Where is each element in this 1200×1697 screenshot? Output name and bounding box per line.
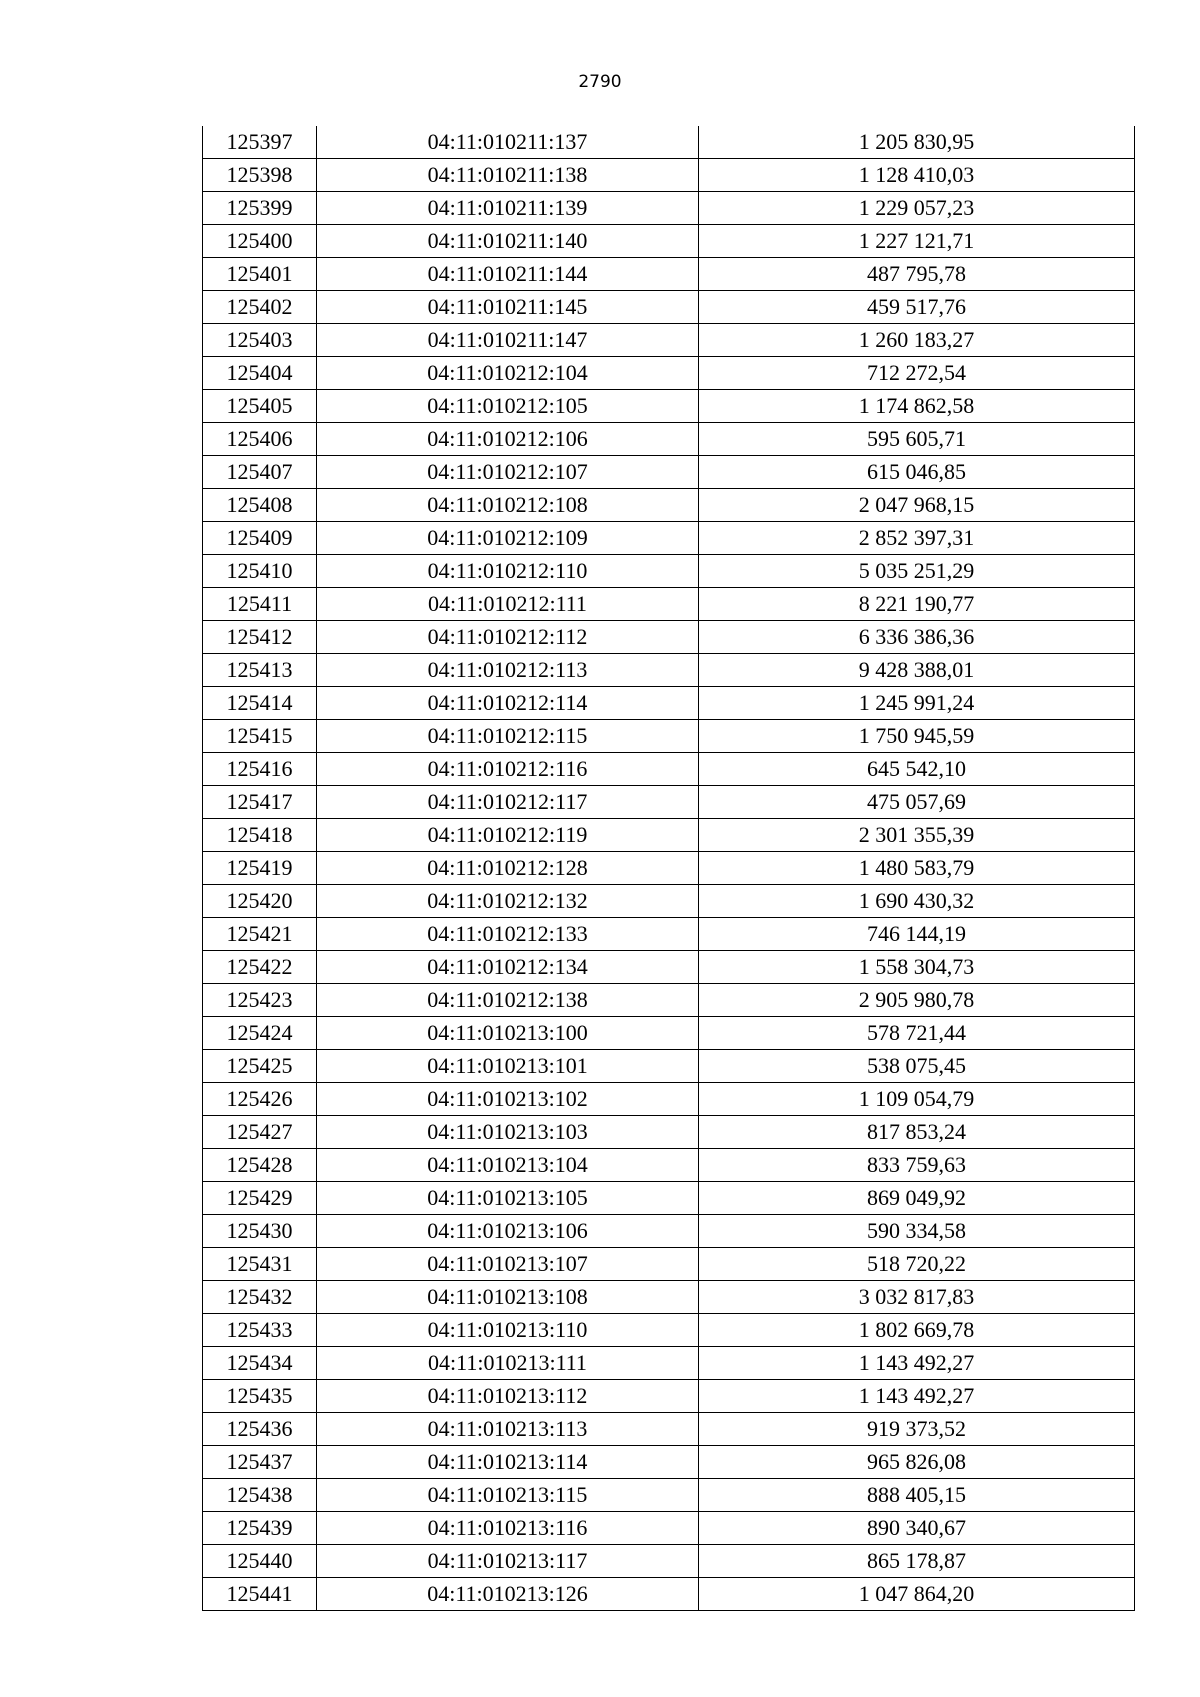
cadastral-number-cell: 04:11:010212:133 xyxy=(317,918,699,951)
row-number-cell: 125426 xyxy=(203,1083,317,1116)
cadastral-number-cell: 04:11:010213:105 xyxy=(317,1182,699,1215)
table-row xyxy=(203,456,1135,489)
cadastral-value-cell: 1 245 991,24 xyxy=(699,687,1135,720)
cadastral-number-cell: 04:11:010212:110 xyxy=(317,555,699,588)
table-row xyxy=(203,1413,1135,1446)
cadastral-number-cell: 04:11:010213:116 xyxy=(317,1512,699,1545)
cadastral-value-cell: 1 227 121,71 xyxy=(699,225,1135,258)
cadastral-value-cell: 1 480 583,79 xyxy=(699,852,1135,885)
table-row xyxy=(203,1347,1135,1380)
cadastral-value-cell: 965 826,08 xyxy=(699,1446,1135,1479)
cadastral-number-cell: 04:11:010213:103 xyxy=(317,1116,699,1149)
row-number-cell: 125425 xyxy=(203,1050,317,1083)
cadastral-value-cell: 475 057,69 xyxy=(699,786,1135,819)
table-row xyxy=(203,324,1135,357)
cadastral-value-table xyxy=(202,126,1135,1611)
cadastral-value-cell: 578 721,44 xyxy=(699,1017,1135,1050)
table-row xyxy=(203,357,1135,390)
cadastral-number-cell: 04:11:010211:140 xyxy=(317,225,699,258)
cadastral-value-cell: 1 229 057,23 xyxy=(699,192,1135,225)
cadastral-number-cell: 04:11:010211:147 xyxy=(317,324,699,357)
cadastral-value-cell: 615 046,85 xyxy=(699,456,1135,489)
row-number-cell: 125406 xyxy=(203,423,317,456)
row-number-cell: 125399 xyxy=(203,192,317,225)
cadastral-number-cell: 04:11:010213:113 xyxy=(317,1413,699,1446)
cadastral-number-cell: 04:11:010213:107 xyxy=(317,1248,699,1281)
table-row xyxy=(203,258,1135,291)
cadastral-value-cell: 888 405,15 xyxy=(699,1479,1135,1512)
row-number-cell: 125414 xyxy=(203,687,317,720)
table-row xyxy=(203,885,1135,918)
table-row xyxy=(203,819,1135,852)
row-number-cell: 125407 xyxy=(203,456,317,489)
table-row xyxy=(203,1479,1135,1512)
cadastral-number-cell: 04:11:010212:132 xyxy=(317,885,699,918)
cadastral-value-cell: 2 301 355,39 xyxy=(699,819,1135,852)
row-number-cell: 125432 xyxy=(203,1281,317,1314)
row-number-cell: 125397 xyxy=(203,126,317,159)
table-row xyxy=(203,423,1135,456)
cadastral-number-cell: 04:11:010212:113 xyxy=(317,654,699,687)
cadastral-value-cell: 2 047 968,15 xyxy=(699,489,1135,522)
table-row xyxy=(203,1512,1135,1545)
cadastral-value-cell: 1 260 183,27 xyxy=(699,324,1135,357)
row-number-cell: 125416 xyxy=(203,753,317,786)
cadastral-value-cell: 1 750 945,59 xyxy=(699,720,1135,753)
table-row xyxy=(203,1149,1135,1182)
table-row xyxy=(203,1578,1135,1611)
cadastral-value-cell: 3 032 817,83 xyxy=(699,1281,1135,1314)
table-row xyxy=(203,126,1135,159)
row-number-cell: 125402 xyxy=(203,291,317,324)
cadastral-number-cell: 04:11:010213:115 xyxy=(317,1479,699,1512)
row-number-cell: 125415 xyxy=(203,720,317,753)
row-number-cell: 125436 xyxy=(203,1413,317,1446)
table-row xyxy=(203,1281,1135,1314)
cadastral-number-cell: 04:11:010213:117 xyxy=(317,1545,699,1578)
table-row xyxy=(203,1215,1135,1248)
cadastral-number-cell: 04:11:010212:114 xyxy=(317,687,699,720)
cadastral-value-cell: 2 905 980,78 xyxy=(699,984,1135,1017)
cadastral-value-cell: 518 720,22 xyxy=(699,1248,1135,1281)
table-row xyxy=(203,1314,1135,1347)
table-row xyxy=(203,555,1135,588)
row-number-cell: 125409 xyxy=(203,522,317,555)
table-row xyxy=(203,291,1135,324)
row-number-cell: 125400 xyxy=(203,225,317,258)
table-row xyxy=(203,984,1135,1017)
cadastral-number-cell: 04:11:010212:109 xyxy=(317,522,699,555)
table-row xyxy=(203,390,1135,423)
row-number-cell: 125398 xyxy=(203,159,317,192)
row-number-cell: 125431 xyxy=(203,1248,317,1281)
cadastral-value-cell: 1 143 492,27 xyxy=(699,1380,1135,1413)
table-row xyxy=(203,720,1135,753)
cadastral-number-cell: 04:11:010211:144 xyxy=(317,258,699,291)
table-row xyxy=(203,1380,1135,1413)
cadastral-value-cell: 869 049,92 xyxy=(699,1182,1135,1215)
table-row xyxy=(203,1083,1135,1116)
table-row xyxy=(203,621,1135,654)
cadastral-value-cell: 919 373,52 xyxy=(699,1413,1135,1446)
row-number-cell: 125422 xyxy=(203,951,317,984)
cadastral-number-cell: 04:11:010212:128 xyxy=(317,852,699,885)
row-number-cell: 125438 xyxy=(203,1479,317,1512)
cadastral-number-cell: 04:11:010212:116 xyxy=(317,753,699,786)
row-number-cell: 125424 xyxy=(203,1017,317,1050)
row-number-cell: 125404 xyxy=(203,357,317,390)
cadastral-number-cell: 04:11:010213:126 xyxy=(317,1578,699,1611)
cadastral-number-cell: 04:11:010213:102 xyxy=(317,1083,699,1116)
page-number: 2790 xyxy=(578,72,622,92)
cadastral-number-cell: 04:11:010213:114 xyxy=(317,1446,699,1479)
cadastral-value-cell: 1 558 304,73 xyxy=(699,951,1135,984)
row-number-cell: 125401 xyxy=(203,258,317,291)
cadastral-number-cell: 04:11:010212:105 xyxy=(317,390,699,423)
table-row xyxy=(203,192,1135,225)
cadastral-number-cell: 04:11:010212:119 xyxy=(317,819,699,852)
cadastral-number-cell: 04:11:010212:115 xyxy=(317,720,699,753)
cadastral-value-cell: 1 174 862,58 xyxy=(699,390,1135,423)
row-number-cell: 125427 xyxy=(203,1116,317,1149)
cadastral-number-cell: 04:11:010212:112 xyxy=(317,621,699,654)
cadastral-number-cell: 04:11:010212:138 xyxy=(317,984,699,1017)
table-row xyxy=(203,1182,1135,1215)
cadastral-number-cell: 04:11:010213:110 xyxy=(317,1314,699,1347)
cadastral-number-cell: 04:11:010212:106 xyxy=(317,423,699,456)
cadastral-number-cell: 04:11:010213:111 xyxy=(317,1347,699,1380)
cadastral-value-cell: 2 852 397,31 xyxy=(699,522,1135,555)
cadastral-value-cell: 645 542,10 xyxy=(699,753,1135,786)
cadastral-value-cell: 833 759,63 xyxy=(699,1149,1135,1182)
table-row xyxy=(203,753,1135,786)
row-number-cell: 125413 xyxy=(203,654,317,687)
cadastral-value-cell: 590 334,58 xyxy=(699,1215,1135,1248)
row-number-cell: 125430 xyxy=(203,1215,317,1248)
row-number-cell: 125433 xyxy=(203,1314,317,1347)
row-number-cell: 125408 xyxy=(203,489,317,522)
cadastral-value-cell: 8 221 190,77 xyxy=(699,588,1135,621)
table-row xyxy=(203,852,1135,885)
row-number-cell: 125411 xyxy=(203,588,317,621)
table-row xyxy=(203,687,1135,720)
row-number-cell: 125418 xyxy=(203,819,317,852)
cadastral-number-cell: 04:11:010211:145 xyxy=(317,291,699,324)
cadastral-value-cell: 5 035 251,29 xyxy=(699,555,1135,588)
cadastral-number-cell: 04:11:010212:108 xyxy=(317,489,699,522)
table-row xyxy=(203,951,1135,984)
cadastral-value-cell: 865 178,87 xyxy=(699,1545,1135,1578)
cadastral-value-cell: 459 517,76 xyxy=(699,291,1135,324)
table-row xyxy=(203,1248,1135,1281)
row-number-cell: 125437 xyxy=(203,1446,317,1479)
cadastral-value-cell: 538 075,45 xyxy=(699,1050,1135,1083)
cadastral-value-cell: 890 340,67 xyxy=(699,1512,1135,1545)
cadastral-number-cell: 04:11:010213:108 xyxy=(317,1281,699,1314)
table-row xyxy=(203,1116,1135,1149)
cadastral-value-cell: 1 128 410,03 xyxy=(699,159,1135,192)
table-row xyxy=(203,918,1135,951)
table-row xyxy=(203,225,1135,258)
row-number-cell: 125410 xyxy=(203,555,317,588)
row-number-cell: 125421 xyxy=(203,918,317,951)
row-number-cell: 125405 xyxy=(203,390,317,423)
table-row xyxy=(203,588,1135,621)
table-row xyxy=(203,522,1135,555)
cadastral-value-cell: 817 853,24 xyxy=(699,1116,1135,1149)
cadastral-value-cell: 1 802 669,78 xyxy=(699,1314,1135,1347)
table-row xyxy=(203,1017,1135,1050)
row-number-cell: 125412 xyxy=(203,621,317,654)
cadastral-number-cell: 04:11:010212:134 xyxy=(317,951,699,984)
row-number-cell: 125417 xyxy=(203,786,317,819)
table-row xyxy=(203,1545,1135,1578)
cadastral-value-cell: 595 605,71 xyxy=(699,423,1135,456)
row-number-cell: 125429 xyxy=(203,1182,317,1215)
cadastral-number-cell: 04:11:010213:101 xyxy=(317,1050,699,1083)
cadastral-value-cell: 9 428 388,01 xyxy=(699,654,1135,687)
table-row xyxy=(203,1050,1135,1083)
table-row xyxy=(203,654,1135,687)
row-number-cell: 125440 xyxy=(203,1545,317,1578)
cadastral-number-cell: 04:11:010212:104 xyxy=(317,357,699,390)
row-number-cell: 125434 xyxy=(203,1347,317,1380)
cadastral-value-cell: 712 272,54 xyxy=(699,357,1135,390)
cadastral-value-cell: 1 109 054,79 xyxy=(699,1083,1135,1116)
cadastral-value-cell: 1 047 864,20 xyxy=(699,1578,1135,1611)
table-body xyxy=(203,126,1135,1611)
table-row xyxy=(203,786,1135,819)
row-number-cell: 125420 xyxy=(203,885,317,918)
row-number-cell: 125428 xyxy=(203,1149,317,1182)
cadastral-number-cell: 04:11:010212:111 xyxy=(317,588,699,621)
cadastral-value-cell: 1 690 430,32 xyxy=(699,885,1135,918)
cadastral-value-cell: 487 795,78 xyxy=(699,258,1135,291)
cadastral-number-cell: 04:11:010213:104 xyxy=(317,1149,699,1182)
cadastral-number-cell: 04:11:010213:100 xyxy=(317,1017,699,1050)
cadastral-number-cell: 04:11:010212:117 xyxy=(317,786,699,819)
cadastral-number-cell: 04:11:010211:137 xyxy=(317,126,699,159)
cadastral-number-cell: 04:11:010213:106 xyxy=(317,1215,699,1248)
cadastral-value-cell: 746 144,19 xyxy=(699,918,1135,951)
cadastral-value-cell: 1 143 492,27 xyxy=(699,1347,1135,1380)
row-number-cell: 125435 xyxy=(203,1380,317,1413)
cadastral-value-cell: 6 336 386,36 xyxy=(699,621,1135,654)
row-number-cell: 125441 xyxy=(203,1578,317,1611)
row-number-cell: 125419 xyxy=(203,852,317,885)
table-row xyxy=(203,159,1135,192)
cadastral-value-cell: 1 205 830,95 xyxy=(699,126,1135,159)
table-row xyxy=(203,489,1135,522)
cadastral-number-cell: 04:11:010211:138 xyxy=(317,159,699,192)
row-number-cell: 125439 xyxy=(203,1512,317,1545)
row-number-cell: 125423 xyxy=(203,984,317,1017)
cadastral-number-cell: 04:11:010213:112 xyxy=(317,1380,699,1413)
row-number-cell: 125403 xyxy=(203,324,317,357)
table-row xyxy=(203,1446,1135,1479)
cadastral-number-cell: 04:11:010211:139 xyxy=(317,192,699,225)
cadastral-number-cell: 04:11:010212:107 xyxy=(317,456,699,489)
